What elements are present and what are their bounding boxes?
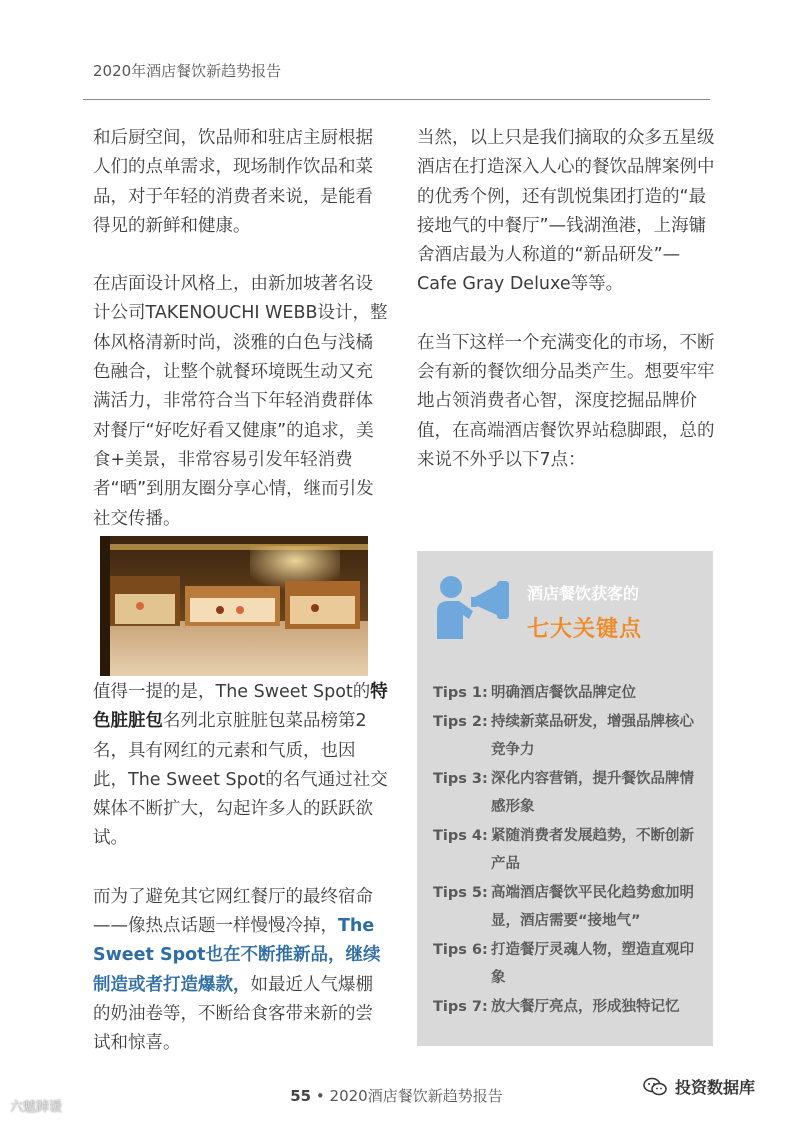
tip-item [433,936,708,993]
left-paragraph-2: 在店面设计风格上，由新加坡著名设计公司TAKENOUCHI WEBB设计，整体风格清新时尚，淡雅的白色与浅橘色融合，让整个就餐环境既生动又充满活力，非常符合当下年轻消费群体对餐厅“好吃好看又健康”的追求，美食+美景，非常容易引发年轻消费者“晒”到朋友圈分享心情，继而引发社交传播。 [93,274,388,529]
page-number: 55 [290,1087,312,1105]
tip-text: 放大餐厅亮点，形成独特记忆 [491,998,680,1015]
left-paragraph-1: 和后厨空间，饮品师和驻店主厨根据人们的点单需求，现场制作饮品和菜品，对于年轻的消费者来说，是能看得见的新鲜和健康。 [93,128,373,236]
left-column-lower [93,678,388,1059]
tip-label: Tips 3: [433,770,488,787]
tip-item [433,679,708,708]
left-paragraph-4 [93,883,388,1059]
right-paragraph-2: 在当下这样一个充满变化的市场，不断会有新的餐饮细分品类产生。想要牢牢地占领消费者心智，深度挖掘品牌价值，在高端酒店餐饮界站稳脚跟，总的来说不外乎以下7点： [417,332,715,470]
watermark-right [643,1075,755,1098]
wechat-icon [643,1077,667,1097]
tip-item [433,765,708,822]
signature-dish-highlight: 特色脏脏包 [93,682,388,732]
tip-text: 深化内容营销，提升餐饮品牌情感形象 [491,770,694,815]
restaurant-photo [100,536,368,676]
footer-separator: • [315,1087,325,1105]
tip-label: Tips 7: [433,998,488,1015]
left-column-upper [93,124,388,534]
header-divider [83,99,710,100]
new-product-highlight: The Sweet Spot也在不断推新品，继续制造或者打造爆款， [93,916,381,995]
tips-list [433,679,708,1021]
new-product-intro: 而为了避免其它网红餐厅的最终宿命——像热点话题一样慢慢冷掉， [93,886,373,937]
footer-title: 2020酒店餐饮新趋势报告 [329,1087,503,1105]
key-tips-panel [417,551,713,1046]
sweet-spot-body: 名列北京脏脏包菜品榜第2名，具有网红的元素和气质，也因此，The Sweet Spot的名气通过社交媒体不断扩大，勾起许多人的跃跃欲试。 [93,711,388,849]
presenter-megaphone-icon [435,567,525,639]
tip-label: Tips 6: [433,941,488,958]
tip-label: Tips 2: [433,713,488,730]
tips-title: 七大关键点 [527,617,643,642]
right-column [417,124,717,475]
sweet-spot-intro: 值得一提的是，The Sweet Spot的 [93,682,371,702]
left-paragraph-3 [93,678,388,854]
watermark-left: 六魃踔谖 [10,1100,63,1115]
tip-text: 高端酒店餐饮平民化趋势愈加明显，酒店需要“接地气” [491,884,694,929]
tips-subtitle: 酒店餐饮获客的 [527,584,640,603]
tip-label: Tips 4: [433,827,488,844]
right-paragraph-1: 当然，以上只是我们摘取的众多五星级酒店在打造深入人心的餐饮品牌案例中的优秀个例，还有凯悦集团打造的“最接地气的中餐厅”—钱湖渔港，上海镛舍酒店最为人称道的“新品研发”—Cafe Gray Deluxe等等。 [417,128,715,295]
tip-text: 持续新菜品研发，增强品牌核心竞争力 [491,713,694,758]
tip-item [433,993,708,1022]
new-product-body: 如最近人气爆棚的奶油卷等，不断给食客带来新的尝试和惊喜。 [93,974,373,1054]
tip-item [433,822,708,879]
tip-text: 紧随消费者发展趋势，不断创新产品 [491,827,694,872]
tip-item [433,708,708,765]
tip-label: Tips 1: [433,685,488,701]
tip-text: 明确酒店餐饮品牌定位 [491,685,636,701]
watermark-right-text: 投资数据库 [675,1078,756,1097]
tip-label: Tips 5: [433,884,488,901]
tip-item [433,879,708,936]
page-header-title: 2020年酒店餐饮新趋势报告 [93,62,282,80]
tip-text: 打造餐厅灵魂人物，塑造直观印象 [491,941,694,986]
